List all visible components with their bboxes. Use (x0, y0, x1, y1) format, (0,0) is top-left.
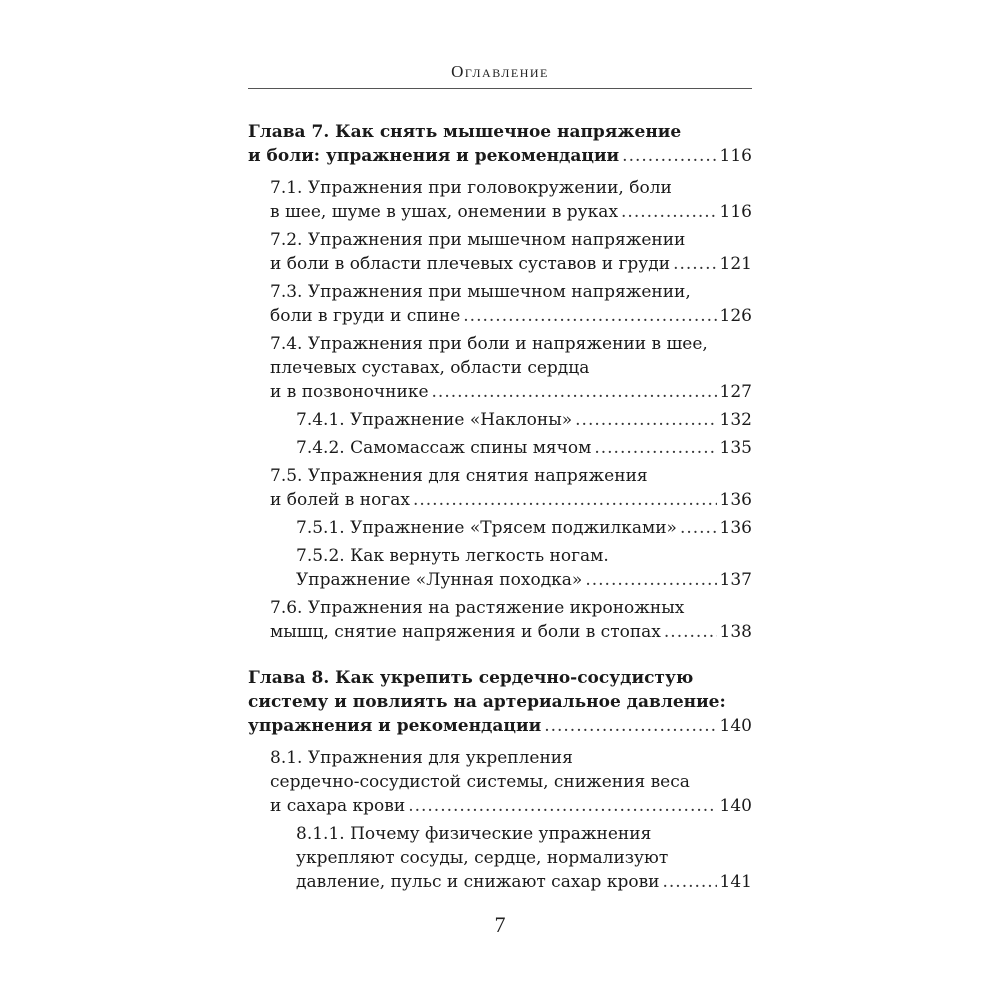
page-ref: 127 (719, 382, 752, 402)
page-ref: 140 (719, 716, 752, 736)
dot-leader (544, 714, 716, 738)
toc-line: Глава 7. Как снять мышечное напряжение (248, 122, 682, 142)
page-ref: 141 (719, 872, 752, 892)
toc-line: давление, пульс и снижают сахар крови (296, 872, 660, 892)
toc-line: и боли в области плечевых суставов и груди (270, 254, 671, 274)
toc-line: 7.3. Упражнения при мышечном напряжении, (270, 282, 691, 302)
dot-leader (621, 200, 717, 224)
toc-section-7-5[interactable] (248, 464, 752, 512)
dot-leader (662, 870, 716, 894)
toc-line: 7.5. Упражнения для снятия напряжения (270, 466, 648, 486)
toc-line: и болей в ногах (270, 490, 410, 510)
dot-leader (408, 794, 716, 818)
toc-line: Упражнение «Лунная походка» (296, 570, 583, 590)
toc-line: 7.2. Упражнения при мышечном напряжении (270, 230, 686, 250)
dot-leader (413, 488, 717, 512)
toc-line: 8.1.1. Почему физические упражнения (296, 824, 652, 844)
page-ref: 126 (719, 306, 752, 326)
toc-line: сердечно-сосудистой системы, снижения веса (270, 772, 690, 792)
toc-line: мышц, снятие напряжения и боли в стопах (270, 622, 661, 642)
header-rule (248, 88, 752, 89)
toc-line: Глава 8. Как укрепить сердечно-сосудистую (248, 668, 694, 688)
dot-leader (673, 252, 716, 276)
dot-leader (585, 568, 716, 592)
toc-section-7-1[interactable] (248, 176, 752, 224)
toc-line: упражнения и рекомендации (248, 716, 542, 736)
toc-subsection-7-4-1[interactable] (248, 408, 752, 432)
toc-line: в шее, шуме в ушах, онемении в руках (270, 202, 619, 222)
page-ref: 137 (719, 570, 752, 590)
toc-line: систему и повлиять на артериальное давление: (248, 692, 726, 712)
toc-chapter-8[interactable] (248, 666, 752, 738)
page-ref: 140 (719, 796, 752, 816)
dot-leader (680, 516, 717, 540)
dot-leader (432, 380, 717, 404)
toc-chapter-7[interactable] (248, 120, 752, 168)
dot-leader (575, 408, 716, 432)
page-ref: 132 (719, 410, 752, 430)
dot-leader (664, 620, 717, 644)
toc-line: 7.1. Упражнения при головокружении, боли (270, 178, 672, 198)
dot-leader (594, 436, 716, 460)
page-ref: 116 (719, 146, 752, 166)
page-ref: 135 (719, 438, 752, 458)
running-header: Оглавление (451, 62, 549, 81)
toc-line: и сахара крови (270, 796, 406, 816)
toc-line: боли в груди и спине (270, 306, 461, 326)
toc-subsection-7-5-1[interactable] (248, 516, 752, 540)
page-number: 7 (494, 912, 506, 937)
table-of-contents (248, 120, 752, 894)
toc-subsection-7-5-2[interactable] (248, 544, 752, 592)
toc-section-7-2[interactable] (248, 228, 752, 276)
toc-line: и в позвоночнике (270, 382, 429, 402)
page-ref: 121 (719, 254, 752, 274)
toc-line: 7.5.1. Упражнение «Трясем поджилками» (296, 518, 677, 538)
toc-line: и боли: упражнения и рекомендации (248, 146, 620, 166)
toc-section-7-6[interactable] (248, 596, 752, 644)
toc-line: 7.4. Упражнения при боли и напряжении в шее, (270, 334, 708, 354)
toc-section-7-4[interactable] (248, 332, 752, 404)
toc-line: плечевых суставах, области сердца (270, 358, 590, 378)
toc-line: укрепляют сосуды, сердце, нормализуют (296, 848, 669, 868)
page-ref: 138 (719, 622, 752, 642)
toc-line: 7.4.2. Самомассаж спины мячом (296, 438, 592, 458)
toc-section-7-3[interactable] (248, 280, 752, 328)
toc-line: 8.1. Упражнения для укрепления (270, 748, 573, 768)
toc-subsection-7-4-2[interactable] (248, 436, 752, 460)
toc-line: 7.6. Упражнения на растяжение икроножных (270, 598, 685, 618)
toc-line: 7.5.2. Как вернуть легкость ногам. (296, 546, 609, 566)
page-ref: 116 (719, 202, 752, 222)
page-ref: 136 (719, 518, 752, 538)
page-ref: 136 (719, 490, 752, 510)
dot-leader (463, 304, 716, 328)
toc-line: 7.4.1. Упражнение «Наклоны» (296, 410, 573, 430)
toc-subsection-8-1-1[interactable] (248, 822, 752, 894)
dot-leader (622, 144, 716, 168)
toc-section-8-1[interactable] (248, 746, 752, 818)
